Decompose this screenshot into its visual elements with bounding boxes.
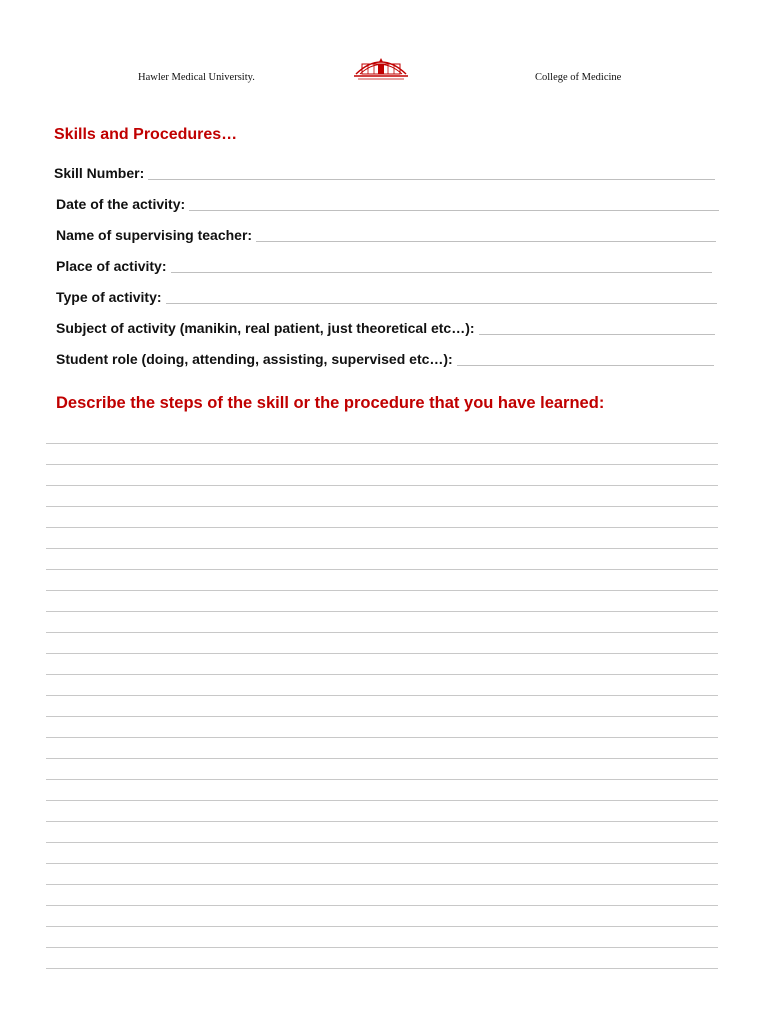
field-label: Skill Number: [54,165,145,181]
page-header [0,52,768,92]
writing-line[interactable] [46,653,718,654]
field-label: Date of the activity: [56,196,186,212]
writing-line[interactable] [46,947,718,948]
writing-line[interactable] [46,464,718,465]
field-label: Student role (doing, attending, assisting, supervised etc…): [56,351,453,367]
supervising-teacher-field[interactable] [56,222,716,244]
writing-line[interactable] [46,842,718,843]
field-input-line[interactable] [171,256,713,273]
writing-line[interactable] [46,548,718,549]
skill-number-field[interactable] [54,160,715,182]
field-input-line[interactable] [189,194,719,211]
student-role-field[interactable] [56,346,714,368]
writing-line[interactable] [46,506,718,507]
writing-line[interactable] [46,884,718,885]
writing-line[interactable] [46,632,718,633]
field-input-line[interactable] [166,287,717,304]
type-field[interactable] [56,284,717,306]
field-input-line[interactable] [148,163,715,180]
writing-line[interactable] [46,695,718,696]
writing-line[interactable] [46,737,718,738]
writing-line[interactable] [46,611,718,612]
writing-line[interactable] [46,863,718,864]
writing-line[interactable] [46,527,718,528]
field-input-line[interactable] [479,318,715,335]
writing-line[interactable] [46,905,718,906]
field-label: Place of activity: [56,258,167,274]
field-label: Type of activity: [56,289,162,305]
writing-line[interactable] [46,590,718,591]
writing-line[interactable] [46,569,718,570]
field-input-line[interactable] [457,349,714,366]
place-field[interactable] [56,253,712,275]
writing-line[interactable] [46,968,718,969]
university-name: Hawler Medical University. [138,72,255,83]
college-name: College of Medicine [535,72,622,83]
field-input-line[interactable] [256,225,716,242]
university-logo-icon [352,52,410,84]
field-label: Name of supervising teacher: [56,227,253,243]
writing-line[interactable] [46,821,718,822]
describe-steps-title: Describe the steps of the skill or the procedure that you have learned: [56,394,605,412]
writing-line[interactable] [46,800,718,801]
writing-line[interactable] [46,443,718,444]
writing-line[interactable] [46,779,718,780]
writing-line[interactable] [46,758,718,759]
writing-line[interactable] [46,716,718,717]
writing-line[interactable] [46,485,718,486]
field-label: Subject of activity (manikin, real patient, just theoretical etc…): [56,320,475,336]
writing-line[interactable] [46,926,718,927]
subject-field[interactable] [56,315,715,337]
writing-line[interactable] [46,674,718,675]
section-title: Skills and Procedures… [54,126,238,143]
date-field[interactable] [56,191,719,213]
writing-area[interactable] [46,443,718,989]
